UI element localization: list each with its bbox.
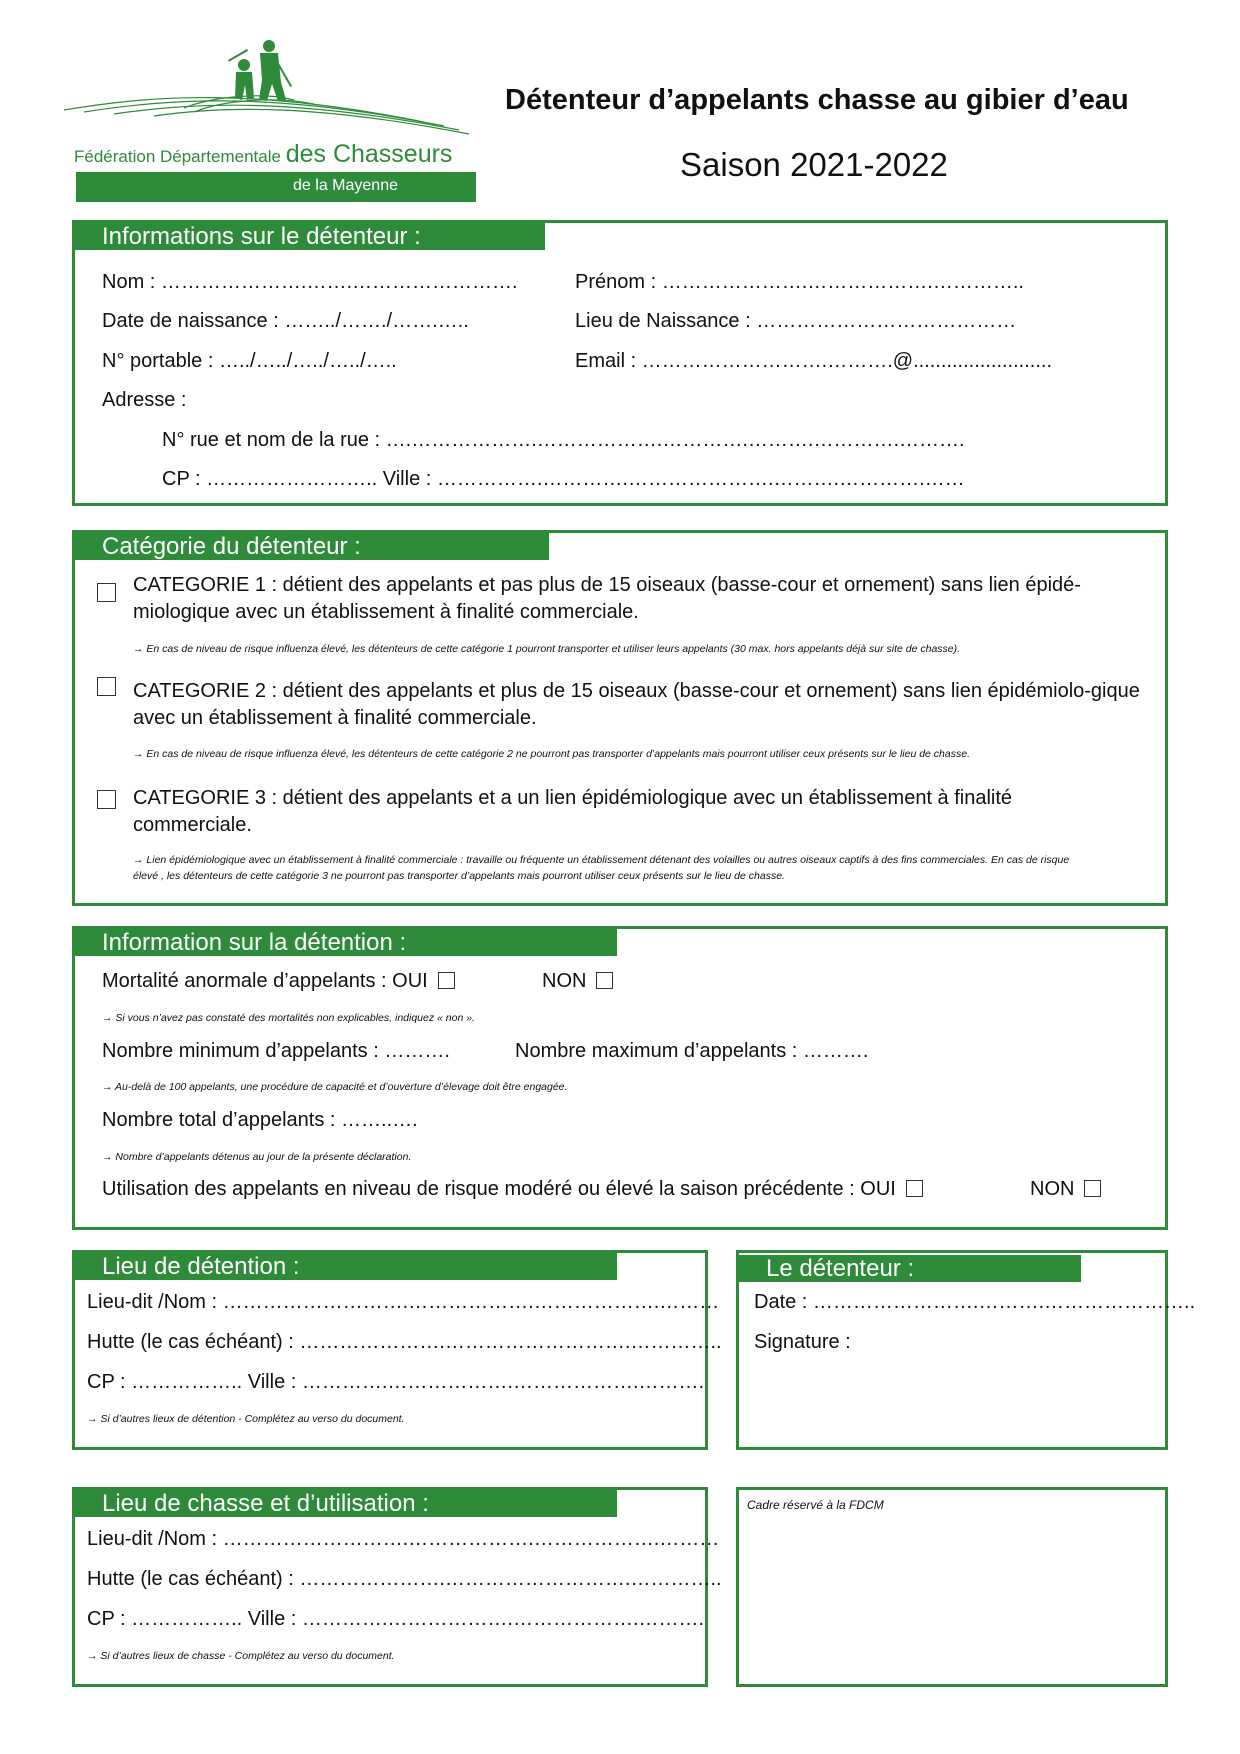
detention-hut-field[interactable]: Hutte (le cas échéant) : ………………….……………………….………….. — [87, 1331, 722, 1353]
logo-mayenne-text: de la Mayenne — [293, 177, 398, 194]
detention-place-heading: Lieu de détention : — [75, 1253, 617, 1280]
holder-info-heading: Informations sur le détenteur : — [75, 223, 545, 250]
fdc-logo — [64, 40, 480, 202]
risk-usage-non-checkbox[interactable] — [1084, 1180, 1101, 1197]
count-note: → Au-delà de 100 appelants, une procédure de capacité et d’ouverture d’élevage doit être engagée. — [102, 1081, 568, 1093]
phone-field[interactable]: N° portable : …../…../…../…../….. — [102, 350, 397, 372]
hunting-place-name-field[interactable]: Lieu-dit /Nom : ……………………….……………….……………….……… — [87, 1528, 720, 1550]
hunting-hut-field[interactable]: Hutte (le cas échéant) : ………………….……………………….………….. — [87, 1568, 722, 1590]
cp-ville-field[interactable]: CP : …………………….. Ville : …………….………….………………….……….………….…… — [162, 468, 965, 490]
category-section — [72, 530, 1168, 906]
category-1-checkbox[interactable] — [97, 583, 116, 602]
hunting-cp-ville-field[interactable]: CP : …………….. Ville : ………….……………….……………….………. — [87, 1608, 705, 1630]
category-3-note: → Lien épidémiologique avec un établissement à finalité commerciale : travaille ou fréquente un établissement détenant des volailles ou autres oiseaux captifs à des fins commerciales. En cas de risque élevé , les détenteurs de cette catégorie 3 ne pourront pas transporter d’appelants mais pourront utiliser ceux présents sur le lieu de chasse. — [133, 854, 1070, 882]
address-label: Adresse : — [102, 389, 187, 411]
birthplace-field[interactable]: Lieu de Naissance : ………………………………… — [575, 310, 1017, 332]
mortality-oui-checkbox[interactable] — [438, 972, 455, 989]
logo-federation-text: Fédération Départementale des Chasseurs — [74, 140, 453, 168]
hunting-place-heading: Lieu de chasse et d’utilisation : — [75, 1490, 617, 1517]
detention-info-section — [72, 926, 1168, 1230]
hunting-place-note: → Si d’autres lieux de chasse - Complétez au verso du document. — [87, 1650, 395, 1662]
detention-place-note: → Si d’autres lieux de détention - Complétez au verso du document. — [87, 1413, 405, 1425]
category-2-note: → En cas de niveau de risque influenza élevé, les détenteurs de cette catégorie 2 ne pourront pas transporter d’appelants mais pourront utiliser ceux présents sur le lieu de chasse. — [133, 748, 970, 760]
holder-signature-heading: Le détenteur : — [739, 1255, 1081, 1282]
risk-usage-question: Utilisation des appelants en niveau de risque modéré ou élevé la saison précédente : OUI — [102, 1178, 923, 1201]
street-field[interactable]: N° rue et nom de la rue : ….……………….……………….………….……….………….………. — [162, 429, 965, 451]
hunting-place-section — [72, 1487, 722, 1687]
detention-place-name-field[interactable]: Lieu-dit /Nom : ……………………….……………….……………….……… — [87, 1291, 720, 1313]
max-appelants-field[interactable]: Nombre maximum d’appelants : ………. — [515, 1040, 869, 1062]
page-title: Détenteur d’appelants chasse au gibier d’eau — [505, 84, 1129, 116]
category-2-text: CATEGORIE 2 : détient des appelants et plus de 15 oiseaux (basse-cour et ornement) sans lien épidémiolo-gique avec un établissement à finalité commerciale. — [133, 680, 1140, 729]
holder-signature-section — [736, 1250, 1196, 1450]
season-label: Saison 2021-2022 — [680, 146, 948, 183]
prenom-field[interactable]: Prénom : ………………….……………….………….. — [575, 271, 1024, 293]
category-1-note: → En cas de niveau de risque influenza élevé, les détenteurs de cette catégorie 1 pourront transporter et utiliser leurs appelants (30 max. hors appelants déjà sur site de chasse). — [133, 643, 961, 655]
holder-info-section — [72, 220, 1168, 506]
risk-usage-oui-checkbox[interactable] — [906, 1180, 923, 1197]
birthdate-field[interactable]: Date de naissance : ……../……./…….….. — [102, 310, 469, 332]
mortality-question: Mortalité anormale d’appelants : OUI — [102, 970, 455, 993]
category-3-text: CATEGORIE 3 : détient des appelants et a un lien épidémiologique avec un établissement à finalité commerciale. — [133, 787, 1013, 836]
detention-place-section — [72, 1250, 722, 1450]
category-2-checkbox[interactable] — [97, 677, 116, 696]
category-1-text: CATEGORIE 1 : détient des appelants et pas plus de 15 oiseaux (basse-cour et ornement) sans lien épidé-miologique avec un établissement à finalité commerciale. — [133, 574, 1081, 623]
mortality-non-checkbox[interactable] — [596, 972, 613, 989]
fdcm-reserved-section — [736, 1487, 1168, 1687]
fdcm-reserved-label: Cadre réservé à la FDCM — [747, 1498, 884, 1512]
risk-usage-non-option: NON — [1030, 1178, 1101, 1201]
nom-field[interactable]: Nom : ………………….…….……………………. — [102, 271, 518, 293]
category-heading: Catégorie du détenteur : — [75, 533, 549, 560]
detention-info-heading: Information sur la détention : — [75, 929, 617, 956]
detention-cp-ville-field[interactable]: CP : …………….. Ville : ………….……………….……………….………. — [87, 1371, 705, 1393]
logo-band — [76, 172, 476, 202]
email-field[interactable]: Email : ……………………….……….@......................... — [575, 350, 1053, 372]
min-appelants-field[interactable]: Nombre minimum d’appelants : ………. — [102, 1040, 450, 1062]
total-note: → Nombre d’appelants détenus au jour de la présente déclaration. — [102, 1151, 412, 1163]
total-appelants-field[interactable]: Nombre total d’appelants : ……..…. — [102, 1109, 418, 1131]
mortality-note: → Si vous n’avez pas constaté des mortalités non explicables, indiquez « non ». — [102, 1012, 475, 1024]
signature-date-field[interactable]: Date : …………………….……….………………….. — [754, 1291, 1196, 1313]
category-3-checkbox[interactable] — [97, 790, 116, 809]
signature-label: Signature : — [754, 1331, 851, 1353]
mortality-non-option: NON — [542, 970, 613, 993]
